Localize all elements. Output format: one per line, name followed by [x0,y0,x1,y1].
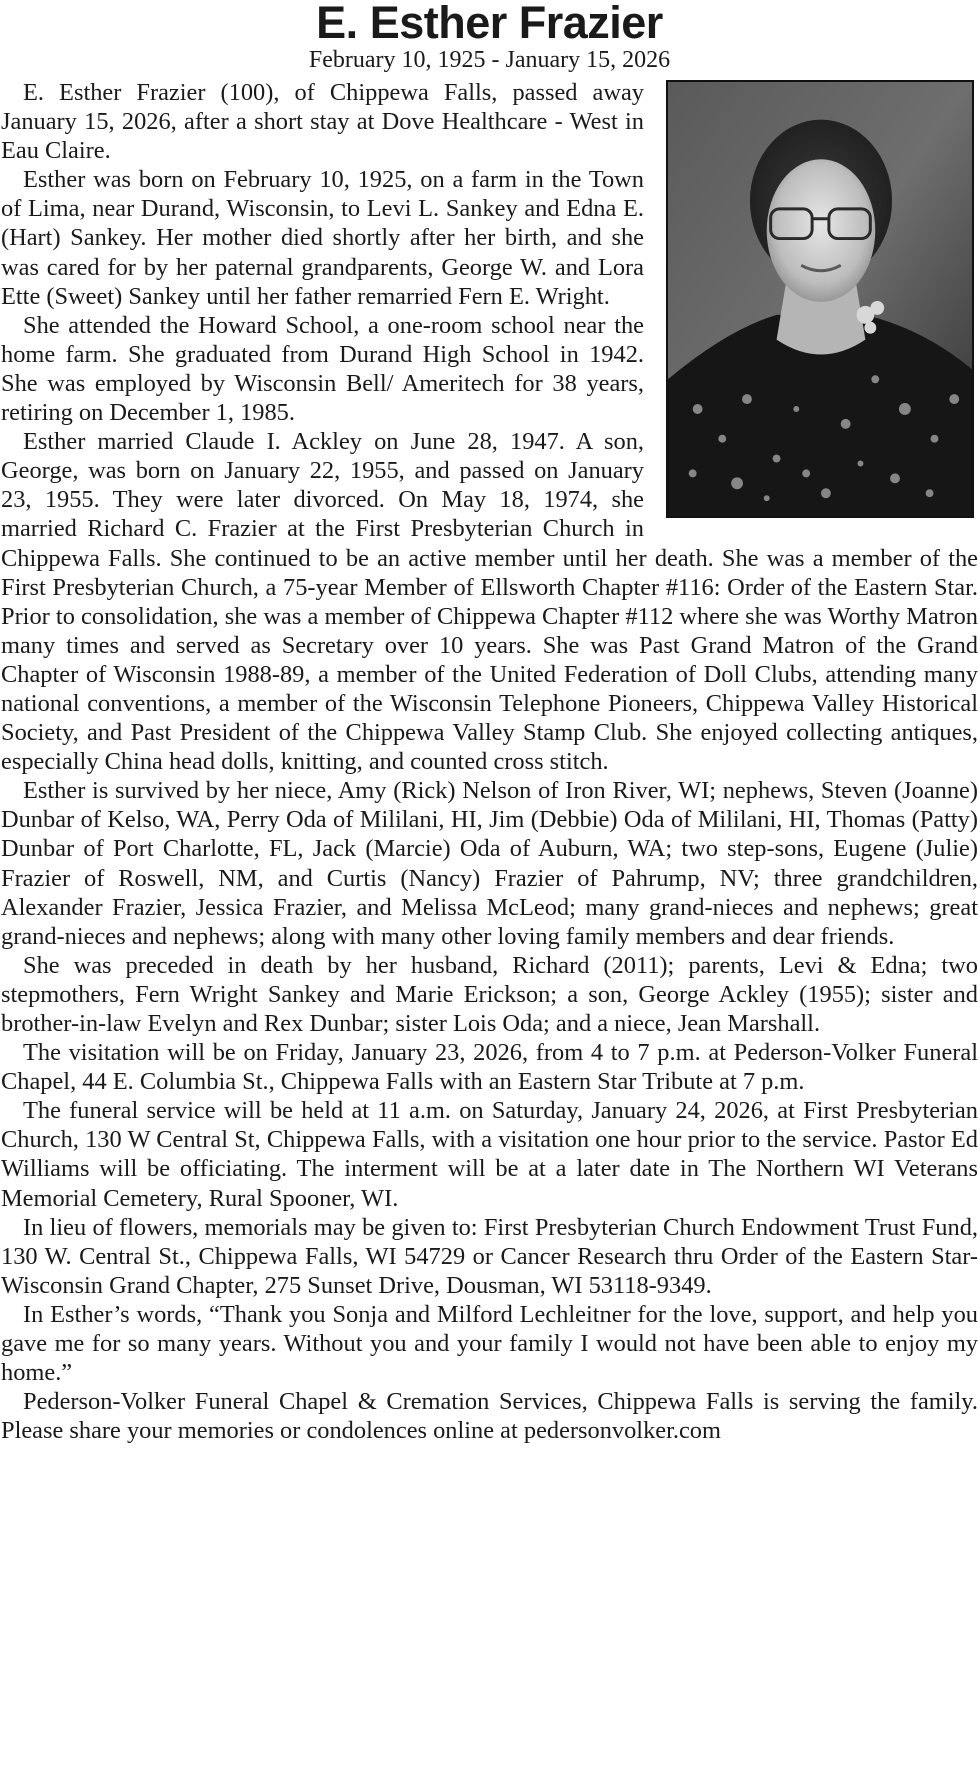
life-dates: February 10, 1925 - January 15, 2026 [308,47,671,73]
paragraph-marriage-activities: Esther married Claude I. Ackley on June 28, 1947. A son, George, was born on January 22, 1955, and passed on January 23, 1955. They were later divorced. On May 18, 1974, she married Richard C. Frazier at the First Presbyterian Church in Chippewa Falls. She continued to be an active member until her death. She was a member of the First Presbyterian Church, a 75-year Member of Ellsworth Chapter #116: Order of the Eastern Star. Prior to consolidation, she was a member of Chippewa Chapter #112 where she was Worthy Matron many times and served as Secretary over 10 years. She was Past Grand Matron of the Grand Chapter of Wisconsin 1988-89, a member of the United Federation of Doll Clubs, attending many national conventions, a member of the Wisconsin Telephone Pioneers, Chippewa Valley Historical Society, and Past President of the Chippewa Valley Stamp Club. She enjoyed collecting antiques, especially China head dolls, knitting, and counted cross stitch. [1,428,978,776]
obituary-body [1,78,978,1445]
paragraph-education-career: She attended the Howard School, a one-room school near the home farm. She graduated from Durand High School in 1942. She was employed by Wisconsin Bell/ Ameritech for 38 years, retiring on December 1, 1985. [1,311,644,427]
paragraph-preceded: She was preceded in death by her husband, Richard (2011); parents, Levi & Edna; two stepmothers, Fern Wright Sankey and Marie Erickson; a son, George Ackley (1955); sister and brother-in-law Evelyn and Rex Dunbar; sister Lois Oda; and a niece, Jean Marshall. [1,951,978,1037]
paragraph-funeral-service: The funeral service will be held at 11 a.m. on Saturday, January 24, 2026, at First Presbyterian Church, 130 W Central St, Chippewa Falls, with a visitation one hour prior to the service. Pastor Ed Williams will be officiating. The interment will be at a later date in The Northern WI Veterans Memorial Cemetery, Rural Spooner, WI. [1,1097,978,1212]
paragraph-early-life: Esther was born on February 10, 1925, on a farm in the Town of Lima, near Durand, Wisconsin, to Levi L. Sankey and Edna E. (Hart) Sankey. Her mother died shortly after her birth, and she was cared for by her paternal grandparents, George W. and Lora Ette (Sweet) Sankey until her father remarried Fern E. Wright. [1,166,644,310]
paragraph-survivors: Esther is survived by her niece, Amy (Rick) Nelson of Iron River, WI; nephews, Steven (Joanne) Dunbar of Kelso, WA, Perry Oda of Mililani, HI, Jim (Debbie) Oda of Mililani, HI, Thomas (Patty) Dunbar of Port Charlotte, FL, Jack (Marcie) Oda of Auburn, WA; two step-sons, Eugene (Julie) Frazier of Roswell, NM, and Curtis (Nancy) Frazier of Pahrump, NV; three grandchildren, Alexander Frazier, Jessica Frazier, and Melissa McLeod; many grand-nieces and nephews; great grand-nieces and nephews; along with many other loving family members and dear friends. [1,777,978,950]
paragraph-memorials: In lieu of flowers, memorials may be given to: First Presbyterian Church Endowment Trust Fund, 130 W. Central St., Chippewa Falls, WI 54729 or Cancer Research thru Order of the Eastern Star- Wisconsin Grand Chapter, 275 Sunset Drive, Dousman, WI 53118-9349. [1,1213,978,1299]
paragraph-thanks: In Esther’s words, “Thank you Sonja and Milford Lechleitner for the love, support, and help you gave me for so many years. Without you and your family I would not have been able to enjoy my home.” [1,1300,978,1387]
paragraph-intro: E. Esther Frazier (100), of Chippewa Falls, passed away January 15, 2026, after a short stay at Dove Healthcare - West in Eau Claire. [1,79,644,165]
obituary-name: E. Esther Frazier [316,0,663,48]
paragraph-visitation: The visitation will be on Friday, January 23, 2026, from 4 to 7 p.m. at Pederson-Volker Funeral Chapel, 44 E. Columbia St., Chippewa Falls with an Eastern Star Tribute at 7 p.m. [1,1039,978,1096]
portrait-photo [666,80,974,518]
paragraph-funeral-home: Pederson-Volker Funeral Chapel & Cremation Services, Chippewa Falls is serving the family. Please share your memories or condolences online at pedersonvolker.com [1,1388,978,1445]
